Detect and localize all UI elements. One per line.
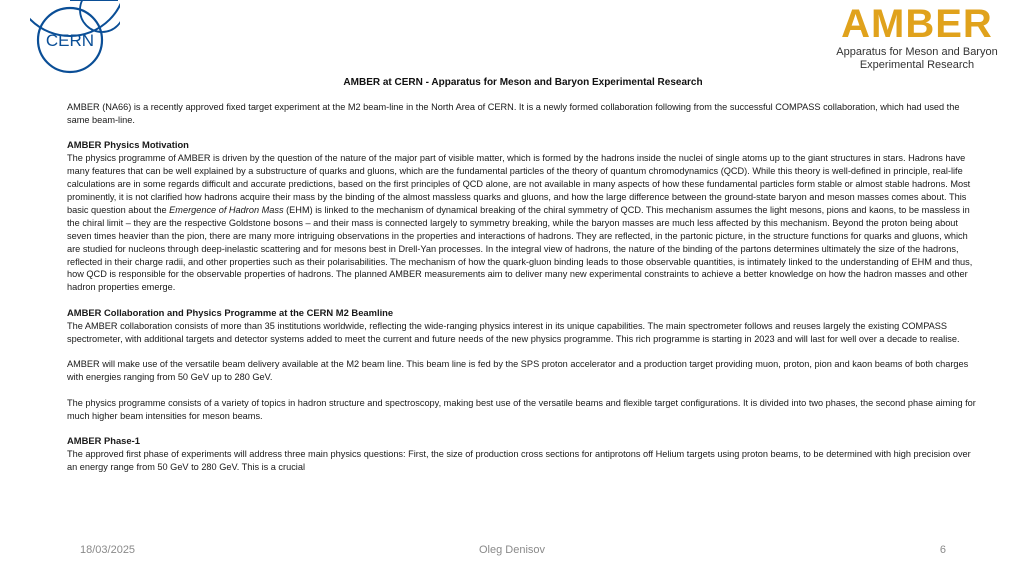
footer-date: 18/03/2025	[80, 544, 136, 556]
cern-logo	[30, 0, 120, 80]
footer-author: Oleg Denisov	[478, 544, 546, 556]
emphasis-ehm: Emergence of Hadron Mass	[169, 204, 284, 215]
motivation-paragraph: The physics programme of AMBER is driven by the question of the nature of the major part of visible matter, which is formed by the hadrons inside the nuclei of single atoms up to the giant structures in stars. Hadrons have many features that can be well explained by a substructure of quarks and gluons, which are the fundamental particles of the theory of quantum chromodynamics (QCD). While this theory is well-defined in principle, real-life calculations are in some regards difficult and accurate predictions, based on the first principles of QCD alone, are not available in many aspects of how these fundamental particles form stable or almost stable hadrons. Most prominently, it is not clarified how hadrons acquire their mass by the binding of the almost massless quarks and gluons, and how the large difference between the ground-state baryon and meson masses comes about. This basic question about the Emergence of Hadron Mass (EHM) is linked to the mechanism of dynamical breaking of the chiral symmetry of QCD. This mechanism assumes the light mesons, pions and kaons, to be massless in the chiral limit – they are the respective Goldstone bosons – and their mass is connected largely to symmetry breaking, while the baryon masses are much less affected by this mechanism. Beyond the proton being about seven times heavier than the pion, there are many more intriguing observations in the properties and interactions of hadrons. They are reflected, in the partonic picture, in the structure functions for quarks and gluons, which are studied for nucleons through deep-inelastic scattering and for mesons best in Drell-Yan processes. In the integral view of hadrons, the nature of the binding of the partons determines ultimately the size of the hadrons, reflected in their charge radii, and other properties such as their polarisabilities. The mechanism of how the quark-gluon binding leads to those observable quantities, is intimately linked to the understanding of EHM and thus, how QCD is responsible for the observable properties of hadrons. The planned AMBER measurements aim to deliver many new experimental constraints to achieve a better knowledge on how the hadron masses and other hadron properties emerge.	[67, 153, 973, 293]
amber-subtitle-line1: Apparatus for Meson and Baryon	[836, 46, 998, 58]
amber-subtitle-line2: Experimental Research	[859, 59, 975, 71]
amber-logo	[828, 2, 1006, 76]
beamline-paragraph: AMBER will make use of the versatile beam delivery available at the M2 beam line. This beam line is fed by the SPS proton accelerator and a production target providing muon, proton, pion and kaon beams of both charges with energies ranging from 50 GeV up to 280 GeV.	[67, 359, 969, 383]
section-heading-motivation: AMBER Physics Motivation	[67, 139, 189, 151]
collaboration-paragraph: The AMBER collaboration consists of more than 35 institutions worldwide, reflecting the wide-ranging physics interest in its unique capabilities. The main spectrometer follows and reuses largely the existing COMPASS spectrometer, with additional targets and detector systems added to meet the current and future needs of the new physics programme. This rich programme is starting in 2023 and will last for well over a decade to realise.	[67, 320, 960, 344]
slide-title: AMBER at CERN - Apparatus for Meson and Baryon Experimental Research	[343, 77, 703, 88]
section-heading-collaboration: AMBER Collaboration and Physics Programme at the CERN M2 Beamline	[67, 306, 394, 318]
intro-paragraph: AMBER (NA66) is a recently approved fixed target experiment at the M2 beam-line in the North Area of CERN. It is a newly formed collaboration following from the successful COMPASS collaboration, which had used the same beam-line.	[67, 102, 960, 125]
footer-page-number: 6	[939, 544, 946, 556]
section-heading-phase1: AMBER Phase-1	[67, 435, 140, 446]
amber-wordmark: AMBER	[841, 2, 993, 46]
phase1-paragraph: The approved first phase of experiments will address three main physics questions: First, the size of production cross sections for antiprotons off Helium targets using proton beams, to be determined with high precision over an energy range from 50 GeV to 280 GeV. This is a crucial	[67, 448, 971, 472]
programme-paragraph: The physics programme consists of a variety of topics in hadron structure and spectroscopy, making best use of the versatile beams and flexible target configurations. It is divided into two phases, the second phase aiming for much higher beam intensities for meson beams.	[67, 397, 976, 421]
slide-content	[67, 101, 977, 486]
cern-logo-text: CERN	[45, 31, 95, 50]
